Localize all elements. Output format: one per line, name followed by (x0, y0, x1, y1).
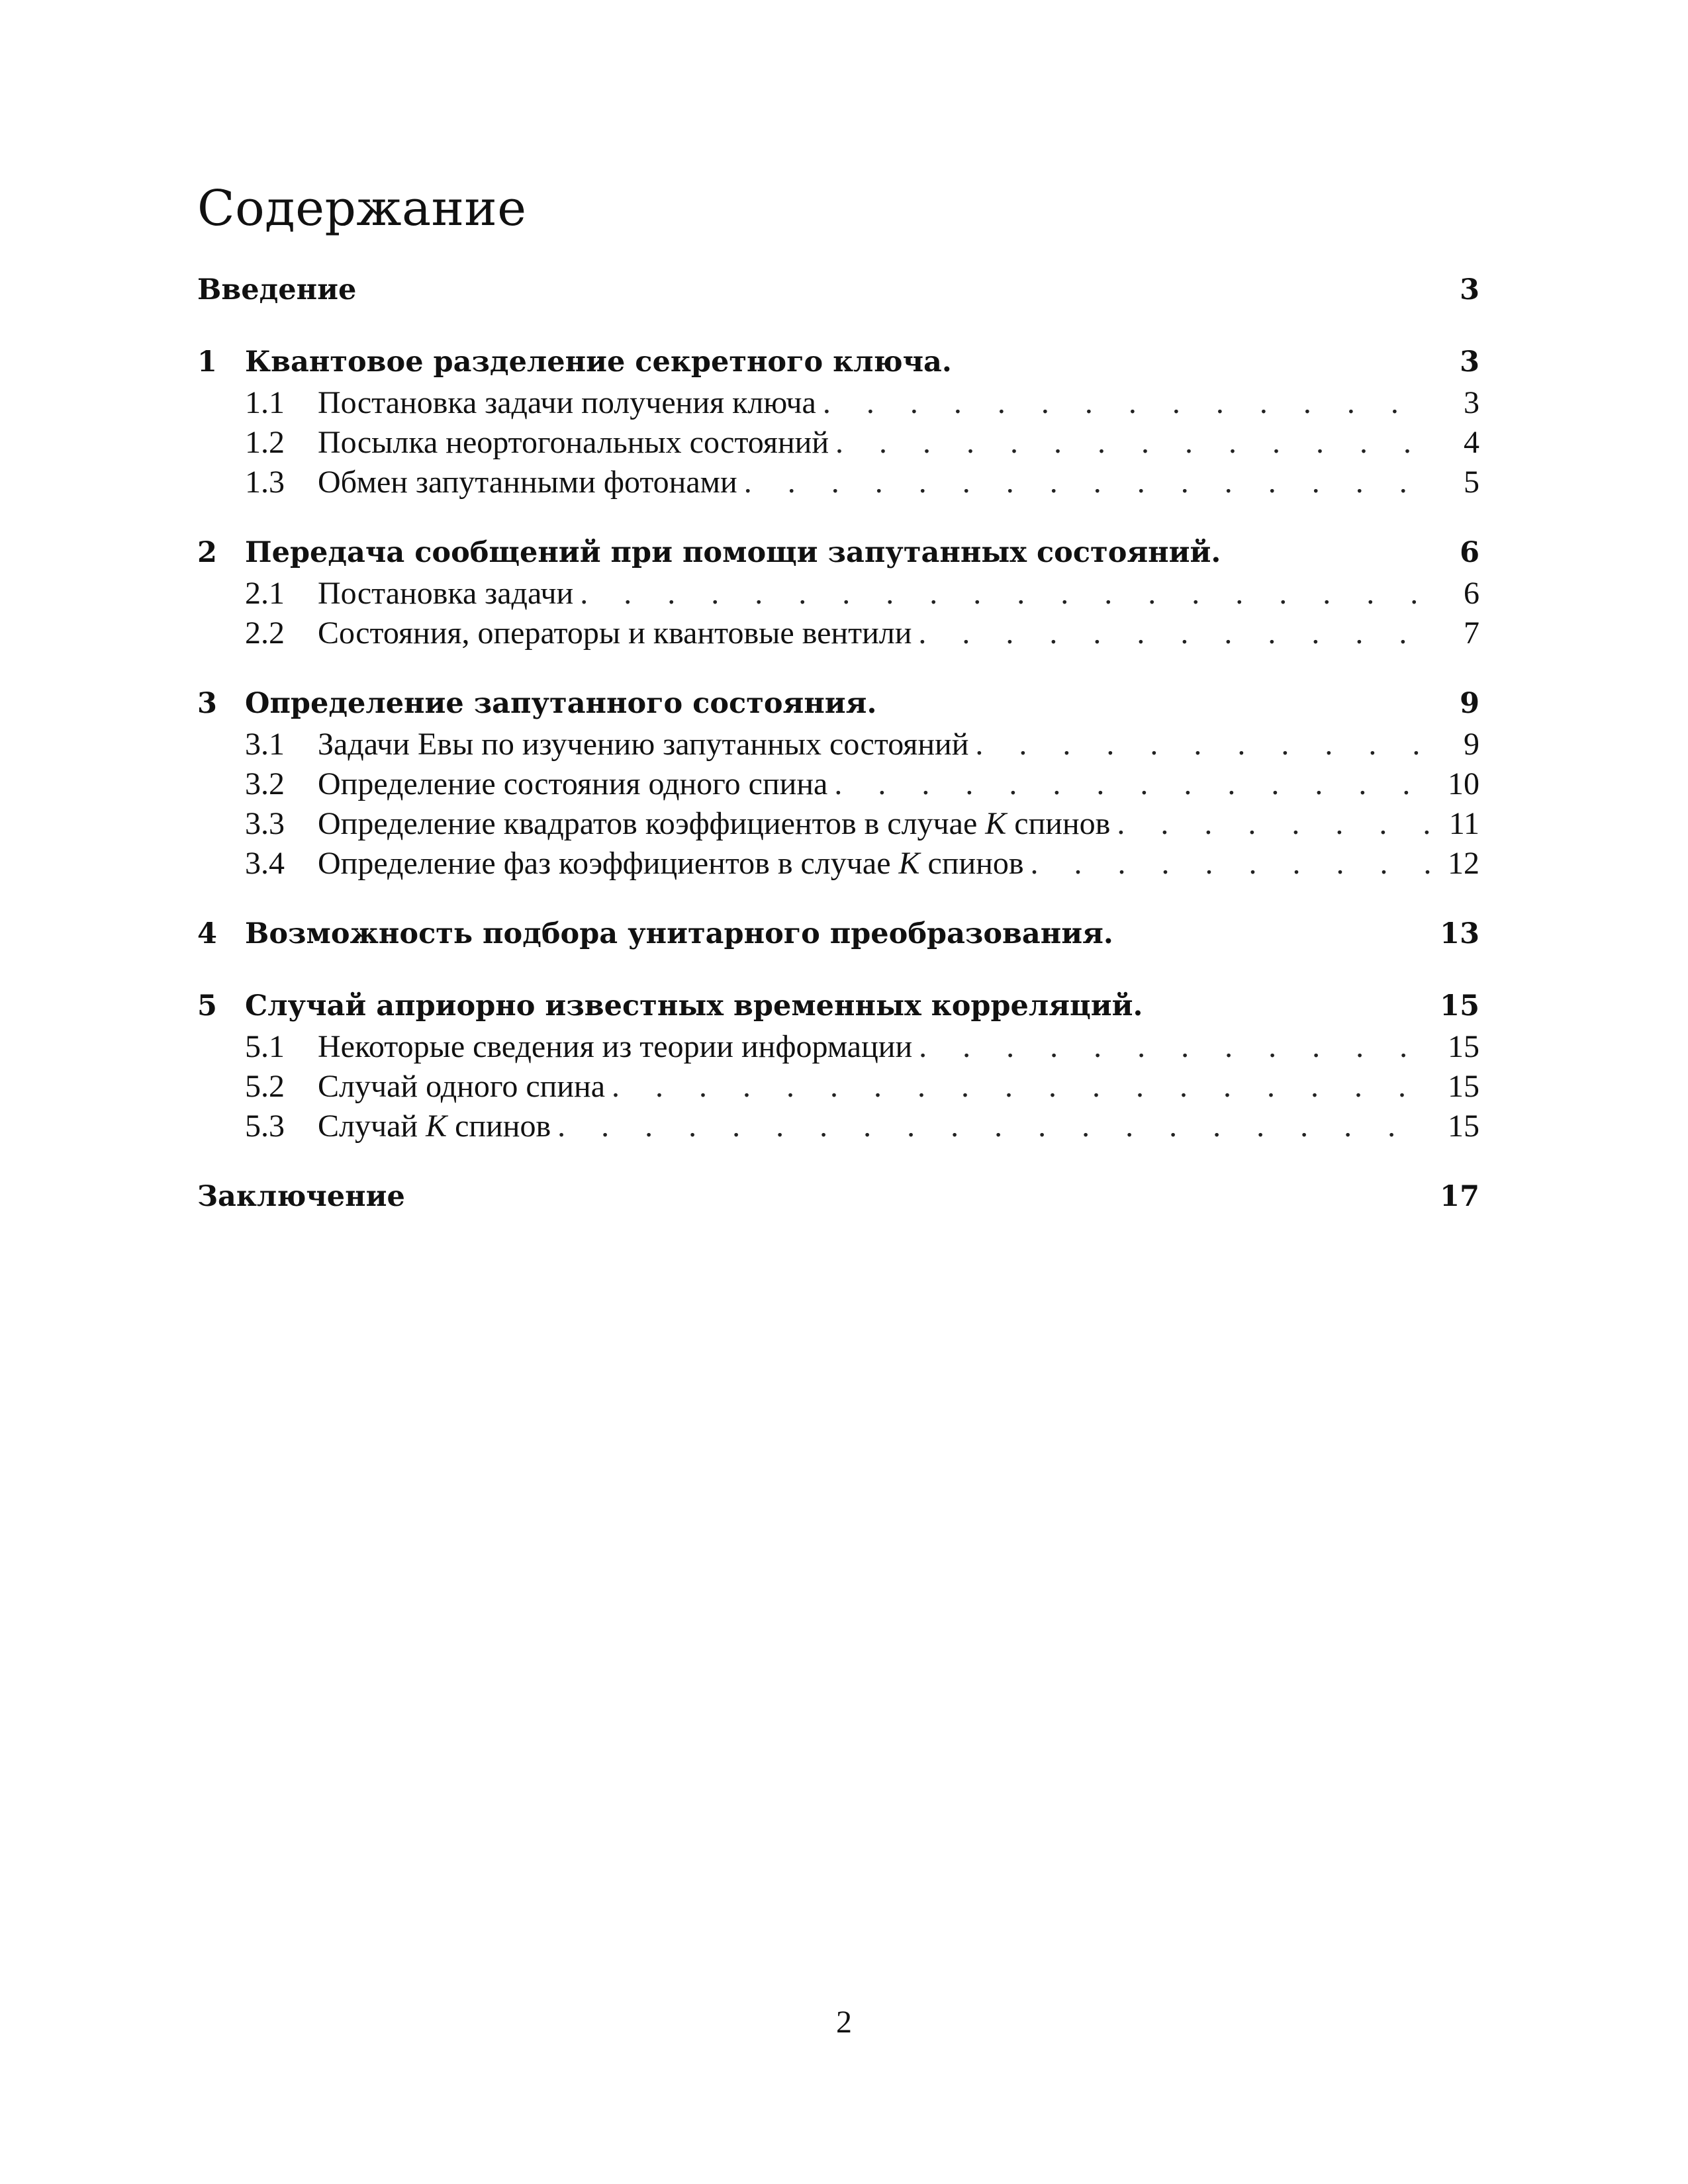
toc-section-5-1[interactable] (197, 1028, 1479, 1066)
toc-section-3-2[interactable] (197, 766, 1479, 803)
section-title: Задачи Евы по изучению запутанных состояний (318, 727, 969, 762)
section-title: Состояния, операторы и квантовые вентили (318, 615, 912, 651)
chapter-page: 13 (1440, 917, 1479, 950)
section-page: 15 (1448, 1109, 1479, 1144)
toc-section-2-1[interactable] (197, 575, 1479, 612)
chapter-page: 15 (1440, 989, 1479, 1023)
chapter-number: 1 (197, 345, 217, 379)
dot-leader (975, 726, 1430, 762)
toc-entry-page: 17 (1440, 1180, 1479, 1213)
chapter-number: 2 (197, 536, 217, 569)
section-title: Случай одного спина (318, 1069, 605, 1104)
chapter-title: Квантовое разделение секретного ключа. (245, 345, 952, 379)
section-number: 2.1 (245, 576, 285, 611)
dot-leader (1117, 805, 1430, 842)
dot-leader (834, 766, 1430, 802)
section-title: Посылка неортогональных состояний (318, 425, 829, 460)
toc-chapter-5[interactable] (197, 989, 1479, 1026)
section-page: 6 (1464, 576, 1479, 611)
toc-chapter-3[interactable] (197, 687, 1479, 724)
section-number: 1.2 (245, 425, 285, 460)
chapter-number: 3 (197, 687, 217, 720)
toc-section-3-4[interactable] (197, 845, 1479, 882)
dot-leader (612, 1068, 1430, 1105)
section-number: 3.4 (245, 846, 285, 881)
chapter-title: Передача сообщений при помощи запутанных состояний. (245, 536, 1221, 569)
section-title: Определение квадратов коэффициентов в случае K спинов (318, 806, 1111, 841)
section-page: 7 (1464, 615, 1479, 651)
toc-chapter-2[interactable] (197, 536, 1479, 573)
chapter-title: Случай априорно известных временных корреляций. (245, 989, 1143, 1023)
section-page: 9 (1464, 727, 1479, 762)
dot-leader (835, 424, 1430, 461)
toc-chapter-4[interactable] (197, 917, 1479, 954)
dot-leader (918, 615, 1430, 651)
section-number: 3.2 (245, 766, 285, 801)
section-number: 2.2 (245, 615, 285, 651)
toc-section-5-2[interactable] (197, 1068, 1479, 1105)
toc-section-5-3[interactable] (197, 1108, 1479, 1145)
section-title: Определение фаз коэффициентов в случае K спинов (318, 846, 1024, 881)
section-page: 11 (1448, 806, 1479, 841)
page-number: 2 (836, 2005, 852, 2040)
math-variable-k: K (985, 806, 1007, 841)
section-number: 5.1 (245, 1029, 285, 1064)
dot-leader (557, 1108, 1430, 1144)
toc-heading: Содержание (197, 180, 527, 237)
section-page: 12 (1448, 846, 1479, 881)
section-number: 5.2 (245, 1069, 285, 1104)
section-title: Постановка задачи (318, 576, 574, 611)
chapter-number: 4 (197, 917, 217, 950)
section-page: 3 (1464, 385, 1479, 420)
toc-entry-title: Заключение (197, 1180, 405, 1213)
chapter-page: 6 (1460, 536, 1479, 569)
math-variable-k: K (426, 1109, 447, 1144)
math-variable-k: K (898, 846, 920, 881)
section-title: Определение состояния одного спина (318, 766, 828, 801)
dot-leader (919, 1028, 1430, 1065)
toc-entry-page: 3 (1460, 273, 1479, 306)
toc-section-1-3[interactable] (197, 464, 1479, 501)
section-number: 1.1 (245, 385, 285, 420)
toc-section-3-1[interactable] (197, 726, 1479, 763)
chapter-number: 5 (197, 989, 217, 1023)
chapter-page: 9 (1460, 687, 1479, 720)
section-page: 5 (1464, 465, 1479, 500)
section-number: 3.3 (245, 806, 285, 841)
toc-section-1-2[interactable] (197, 424, 1479, 461)
chapter-title: Возможность подбора унитарного преобразования. (245, 917, 1113, 950)
toc-section-2-2[interactable] (197, 615, 1479, 652)
dot-leader (744, 464, 1430, 500)
toc-chapter-1[interactable] (197, 345, 1479, 383)
section-number: 1.3 (245, 465, 285, 500)
section-number: 3.1 (245, 727, 285, 762)
chapter-page: 3 (1460, 345, 1479, 379)
section-page: 15 (1448, 1069, 1479, 1104)
section-title: Обмен запутанными фотонами (318, 465, 737, 500)
toc-entry-conclusion[interactable] (197, 1180, 1479, 1217)
chapter-title: Определение запутанного состояния. (245, 687, 877, 720)
section-title: Постановка задачи получения ключа (318, 385, 816, 420)
section-title: Некоторые сведения из теории информации (318, 1029, 913, 1064)
dot-leader (823, 385, 1430, 421)
toc-entry-intro[interactable] (197, 273, 1479, 310)
toc-section-3-3[interactable] (197, 805, 1479, 842)
section-page: 4 (1464, 425, 1479, 460)
section-number: 5.3 (245, 1109, 285, 1144)
section-page: 10 (1448, 766, 1479, 801)
dot-leader (1031, 845, 1430, 882)
section-title: Случай K спинов (318, 1109, 551, 1144)
dot-leader (580, 575, 1430, 612)
section-page: 15 (1448, 1029, 1479, 1064)
toc-section-1-1[interactable] (197, 385, 1479, 422)
toc-entry-title: Введение (197, 273, 357, 306)
